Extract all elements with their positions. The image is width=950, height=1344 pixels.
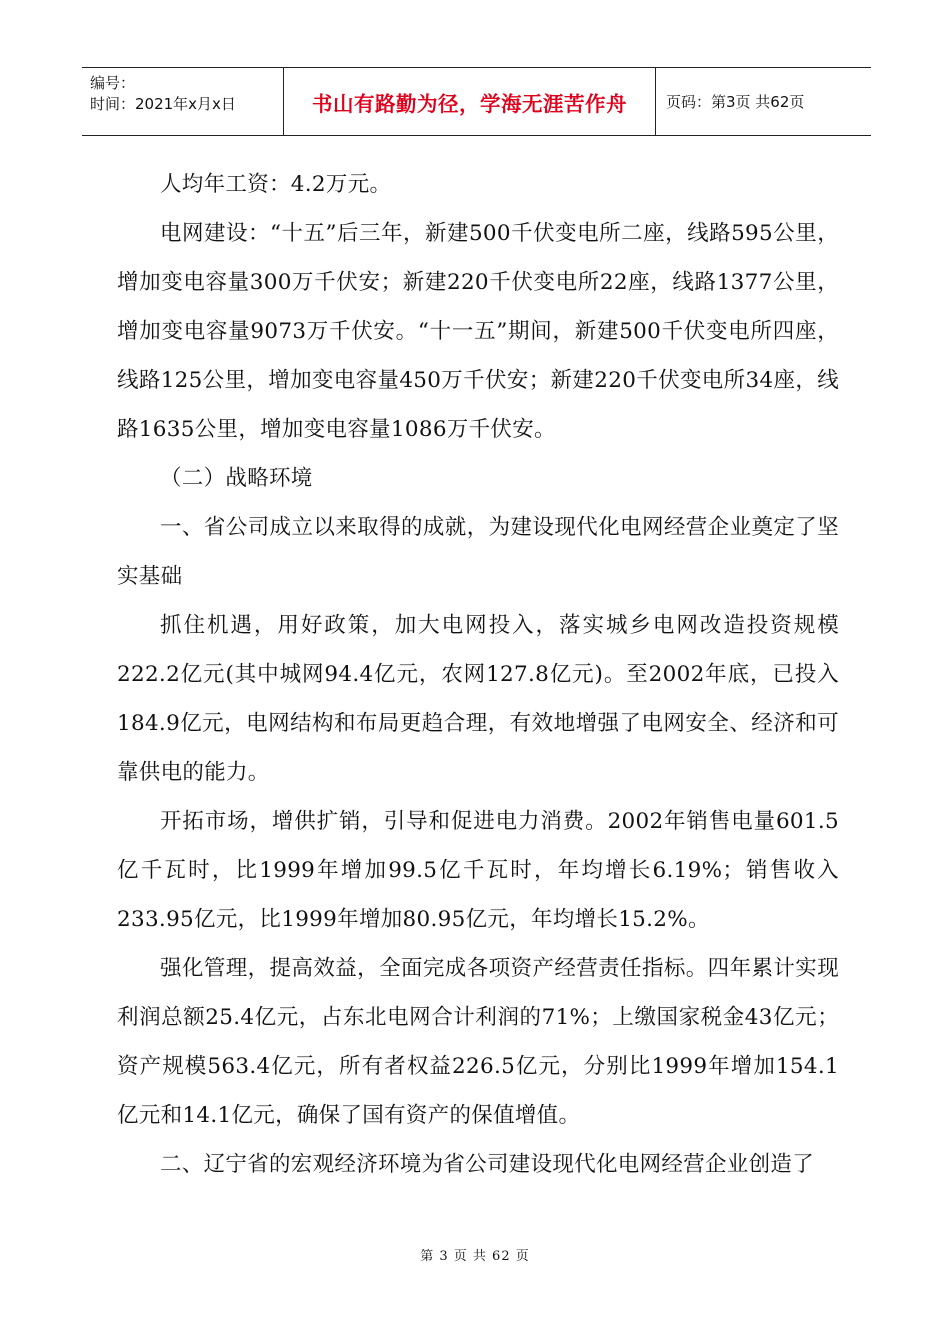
- document-body: [117, 160, 839, 1189]
- paragraph-grid-construction: 电网建设：“十五”后三年，新建500千伏变电所二座，线路595公里，增加变电容量300万千伏安；新建220千伏变电所22座，线路1377公里，增加变电容量9073万千伏安。“十一五”期间，新建500千伏变电所四座，线路125公里，增加变电容量450万千伏安；新建220千伏变电所34座，线路1635公里，增加变电容量1086万千伏安。: [117, 221, 839, 442]
- number-label: 编号：: [90, 74, 136, 92]
- header-slogan: 书山有路勤为径，学海无涯苦作舟: [283, 68, 656, 135]
- page-footer: 第 3 页 共 62 页: [420, 1249, 530, 1264]
- paragraph-management: 强化管理，提高效益，全面完成各项资产经营责任指标。四年累计实现利润总额25.4亿元，占东北电网合计利润的71%；上缴国家税金43亿元；资产规模563.4亿元，所有者权益226.5亿元，分别比1999年增加154.1亿元和14.1亿元，确保了国有资产的保值增值。: [117, 956, 839, 1128]
- header-page-info: 页码：第3页 共62页: [666, 93, 805, 111]
- paragraph-salary: 人均年工资：4.2万元。: [160, 172, 392, 197]
- time-label: 时间：2021年x月x日: [90, 95, 236, 113]
- paragraph-market: 开拓市场，增供扩销，引导和促进电力消费。2002年销售电量601.5亿千瓦时，比1999年增加99.5亿千瓦时，年均增长6.19%；销售收入233.95亿元，比1999年增加80.95亿元，年均增长15.2%。: [117, 809, 839, 932]
- paragraph-macro-environment: 二、辽宁省的宏观经济环境为省公司建设现代化电网经营企业创造了: [160, 1152, 815, 1177]
- section-heading-strategy: （二）战略环境: [160, 466, 313, 491]
- header-meta: [82, 68, 283, 135]
- paragraph-achievements-heading: 一、省公司成立以来取得的成就，为建设现代化电网经营企业奠定了坚实基础: [117, 515, 839, 589]
- page-header: [82, 67, 871, 136]
- paragraph-investment: 抓住机遇，用好政策，加大电网投入，落实城乡电网改造投资规模222.2亿元(其中城网94.4亿元，农网127.8亿元)。至2002年底，已投入184.9亿元，电网结构和布局更趋合理，有效地增强了电网安全、经济和可靠供电的能力。: [117, 613, 839, 785]
